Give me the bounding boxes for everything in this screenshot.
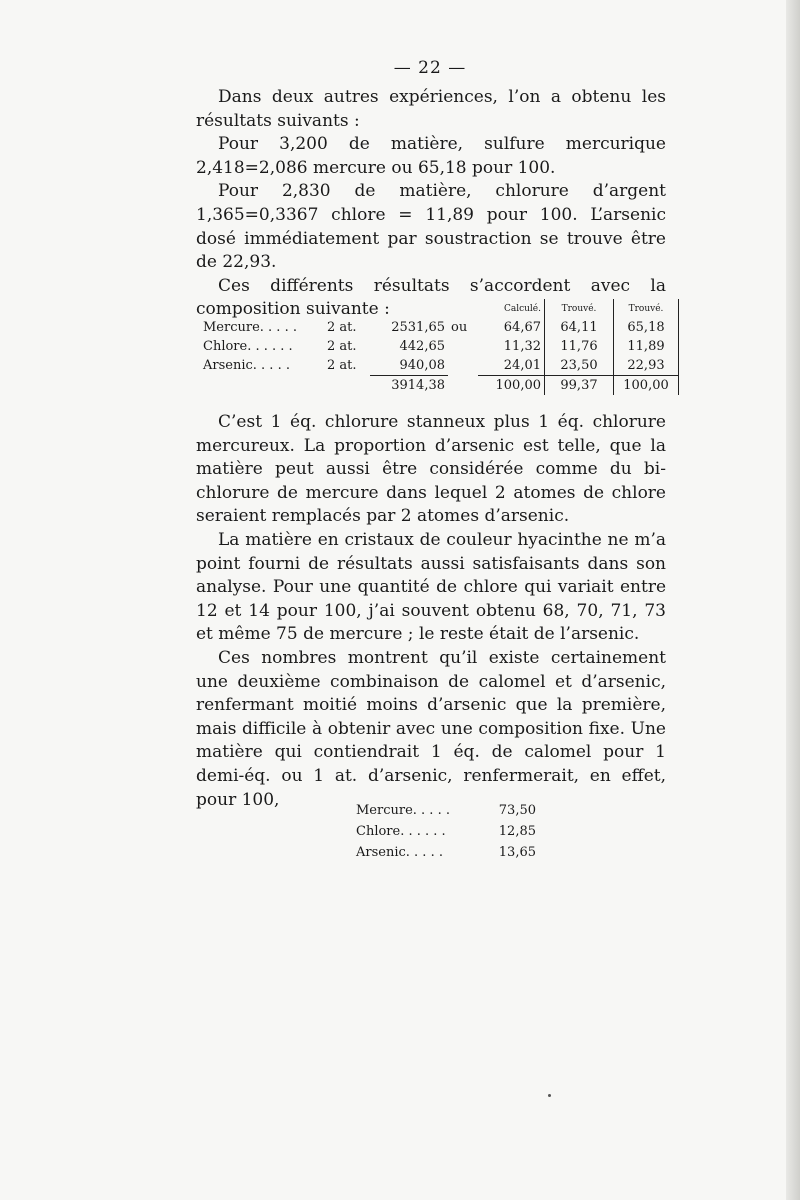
table-row bbox=[354, 821, 538, 842]
table-row bbox=[354, 842, 538, 863]
table-header-row bbox=[200, 299, 679, 318]
header-trouve-1: Trouvé. bbox=[545, 299, 614, 318]
element-value: 13,65 bbox=[498, 845, 536, 860]
ou-word: ou bbox=[451, 320, 468, 335]
ou-word bbox=[448, 356, 478, 376]
element-name: Mercure. . . . . bbox=[203, 320, 297, 335]
table-row bbox=[200, 318, 679, 337]
element-name: Arsenic. . . . . bbox=[356, 845, 443, 860]
atom-count: 2 at. bbox=[327, 339, 357, 354]
element-name: Arsenic. . . . . bbox=[203, 358, 290, 374]
element-value: 12,85 bbox=[498, 824, 536, 839]
total-weight: 3914,38 bbox=[391, 378, 445, 393]
ink-speck bbox=[548, 1094, 551, 1097]
composition-table bbox=[200, 299, 679, 395]
found-1: 64,11 bbox=[545, 318, 614, 337]
found-2: 65,18 bbox=[614, 318, 679, 337]
header-calcule: Calculé. bbox=[503, 303, 541, 314]
atom-count: 2 at. bbox=[327, 358, 357, 374]
element-value: 73,50 bbox=[498, 803, 536, 818]
calc-percent: 11,32 bbox=[503, 339, 541, 354]
element-name: Chlore. . . . . . bbox=[356, 824, 446, 839]
paragraph: La matière en cristaux de couleur hyacinthe ne m’a point fourni de résultats aussi satisfaisants dans son analyse. Pour une quantité de chlore qui variait entre 12 et 14 pour 100, j’ai souvent obtenu 68, 70, 71, 73 et même 75 de mercure ; le reste était de l’arsenic. bbox=[196, 529, 666, 645]
composition-per-100-table bbox=[354, 800, 538, 863]
calc-percent: 64,67 bbox=[503, 320, 541, 335]
paragraph: C’est 1 éq. chlorure stanneux plus 1 éq. chlorure mercureux. La proportion d’arsenic est telle, que la matière peut aussi être considérée comme du bi-chlorure de mercure dans lequel 2 atomes de chlore seraient remplacés par 2 atomes d’arsenic. bbox=[196, 412, 666, 527]
table-row bbox=[354, 800, 538, 821]
found-2: 22,93 bbox=[614, 356, 679, 376]
paragraph: Pour 3,200 de matière, sulfure mercurique 2,418=2,086 mercure ou 65,18 pour 100. bbox=[196, 134, 666, 178]
total-found-1: 99,37 bbox=[545, 376, 614, 396]
total-found-2: 100,00 bbox=[614, 376, 679, 396]
calc-weight: 940,08 bbox=[370, 356, 448, 376]
element-name: Chlore. . . . . . bbox=[203, 339, 293, 354]
table-row bbox=[200, 337, 679, 356]
paragraph: Ces nombres montrent qu’il existe certainement une deuxième combinaison de calomel et d’arsenic, renfermant moitié moins d’arsenic que la première, mais difficile à obtenir avec une composition fixe. Une matière qui contiendrait 1 éq. de calomel pour 1 demi-éq. ou 1 at. d’arsenic, renfermerait, en effet, pour 100, bbox=[196, 647, 666, 810]
paragraph: Dans deux autres expériences, l’on a obtenu les résultats suivants : bbox=[196, 87, 666, 131]
found-2: 11,89 bbox=[614, 337, 679, 356]
header-trouve-2: Trouvé. bbox=[614, 299, 679, 318]
found-1: 23,50 bbox=[545, 356, 614, 376]
table-row bbox=[200, 356, 679, 376]
atom-count: 2 at. bbox=[327, 320, 357, 335]
calc-percent: 24,01 bbox=[478, 356, 545, 376]
ou-word bbox=[448, 337, 478, 356]
page-number: — 22 — bbox=[393, 58, 467, 78]
calc-weight: 442,65 bbox=[399, 339, 445, 354]
calc-weight: 2531,65 bbox=[391, 320, 445, 335]
paragraph: Ces différents résultats s’accordent avec la composition suivante : bbox=[196, 275, 666, 320]
text-block-discussion bbox=[196, 411, 666, 812]
total-percent: 100,00 bbox=[495, 378, 541, 393]
table-total-row bbox=[200, 376, 679, 396]
found-1: 11,76 bbox=[545, 337, 614, 356]
element-name: Mercure. . . . . bbox=[356, 803, 450, 818]
paragraph: Pour 2,830 de matière, chlorure d’argent 1,365=0,3367 chlore = 11,89 pour 100. L’arsenic dosé immédiatement par soustraction se trouve être de 22,93. bbox=[196, 181, 666, 273]
text-block-intro bbox=[196, 86, 666, 322]
page-edge-shadow bbox=[786, 0, 800, 1200]
